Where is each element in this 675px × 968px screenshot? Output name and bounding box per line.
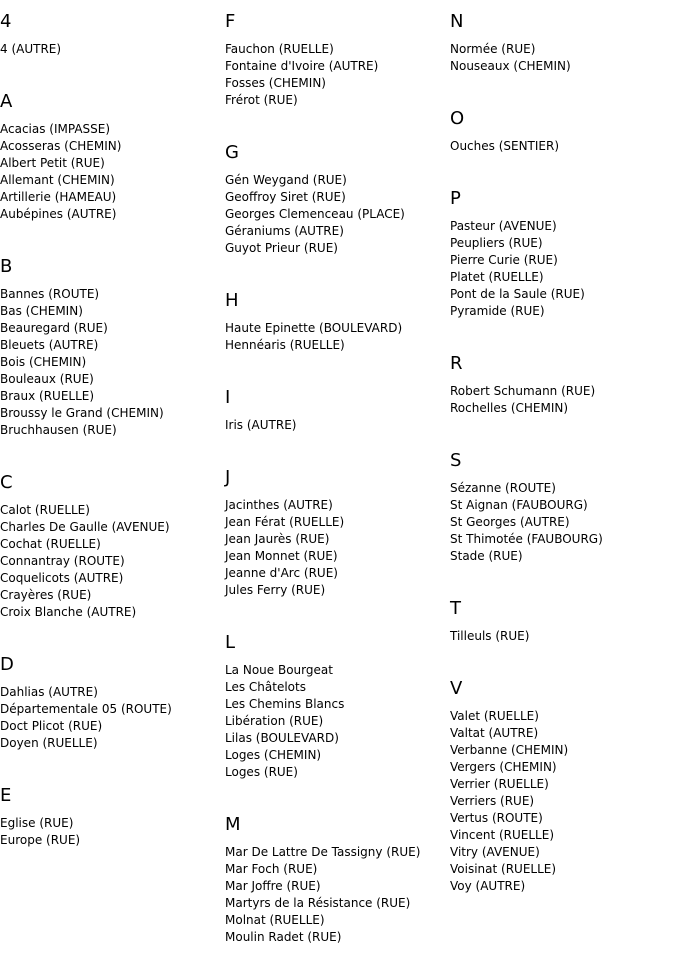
- street-link[interactable]: Rochelles (CHEMIN): [450, 401, 569, 415]
- street-link[interactable]: St Thimotée (FAUBOURG): [450, 532, 603, 546]
- street-link[interactable]: Aubépines (AUTRE): [0, 207, 117, 221]
- street-list: [450, 480, 675, 565]
- letter-heading: N: [450, 11, 464, 32]
- street-link[interactable]: Braux (RUELLE): [0, 389, 95, 403]
- letter-heading: H: [225, 290, 239, 311]
- street-link[interactable]: Pasteur (AVENUE): [450, 219, 557, 233]
- street-link[interactable]: Jean Férat (RUELLE): [225, 515, 345, 529]
- street-link[interactable]: Calot (RUELLE): [0, 503, 90, 517]
- letter-section: [225, 376, 450, 434]
- street-link[interactable]: Valet (RUELLE): [450, 709, 539, 723]
- street-link[interactable]: Vitry (AVENUE): [450, 845, 540, 859]
- street-link[interactable]: Broussy le Grand (CHEMIN): [0, 406, 164, 420]
- street-link[interactable]: Acacias (IMPASSE): [0, 122, 111, 136]
- street-link[interactable]: Pyramide (RUE): [450, 304, 545, 318]
- street-link[interactable]: Vincent (RUELLE): [450, 828, 555, 842]
- street-link[interactable]: Eglise (RUE): [0, 816, 74, 830]
- letter-section: [225, 279, 450, 354]
- street-link[interactable]: Verbanne (CHEMIN): [450, 743, 569, 757]
- street-link[interactable]: Jeanne d'Arc (RUE): [225, 566, 338, 580]
- street-link[interactable]: Voy (AUTRE): [450, 879, 526, 893]
- street-link[interactable]: Loges (RUE): [225, 765, 298, 779]
- street-list: [0, 815, 225, 849]
- street-link[interactable]: Bois (CHEMIN): [0, 355, 87, 369]
- street-link[interactable]: Cochat (RUELLE): [0, 537, 101, 551]
- street-list: [450, 138, 675, 155]
- street-link[interactable]: Albert Petit (RUE): [0, 156, 105, 170]
- letter-heading: B: [0, 256, 13, 277]
- street-link[interactable]: Beauregard (RUE): [0, 321, 108, 335]
- letter-heading: P: [450, 188, 461, 209]
- street-index-column-1: [0, 0, 225, 871]
- street-link[interactable]: Fosses (CHEMIN): [225, 76, 326, 90]
- street-link[interactable]: Bas (CHEMIN): [0, 304, 83, 318]
- street-list: [225, 417, 450, 434]
- street-link[interactable]: Moulin Radet (RUE): [225, 930, 342, 944]
- street-link[interactable]: La Noue Bourgeat: [225, 663, 333, 677]
- street-list: [0, 286, 225, 439]
- street-link[interactable]: Mar Foch (RUE): [225, 862, 318, 876]
- letter-heading: O: [450, 108, 465, 129]
- letter-section: [0, 461, 225, 621]
- street-link[interactable]: Sézanne (ROUTE): [450, 481, 556, 495]
- street-list: [450, 708, 675, 895]
- street-list: [0, 41, 225, 58]
- letter-section: [0, 0, 225, 58]
- street-link[interactable]: Europe (RUE): [0, 833, 81, 847]
- street-link[interactable]: Connantray (ROUTE): [0, 554, 125, 568]
- street-link[interactable]: Frérot (RUE): [225, 93, 298, 107]
- letter-section: [225, 803, 450, 946]
- street-link[interactable]: Pont de la Saule (RUE): [450, 287, 585, 301]
- street-list: [0, 121, 225, 223]
- street-link[interactable]: Allemant (CHEMIN): [0, 173, 115, 187]
- street-link[interactable]: Mar Joffre (RUE): [225, 879, 321, 893]
- letter-heading: D: [0, 654, 14, 675]
- street-link[interactable]: Fontaine d'Ivoire (AUTRE): [225, 59, 379, 73]
- street-link[interactable]: Martyrs de la Résistance (RUE): [225, 896, 411, 910]
- letter-section: [450, 0, 675, 75]
- street-link[interactable]: 4 (AUTRE): [0, 42, 62, 56]
- street-link[interactable]: Tilleuls (RUE): [450, 629, 530, 643]
- street-link[interactable]: Mar De Lattre De Tassigny (RUE): [225, 845, 421, 859]
- letter-section: [225, 456, 450, 599]
- letter-heading: J: [225, 467, 231, 488]
- street-list: [225, 41, 450, 109]
- street-link[interactable]: Vergers (CHEMIN): [450, 760, 557, 774]
- street-index-column-3: [450, 0, 675, 917]
- letter-heading: C: [0, 472, 13, 493]
- street-link[interactable]: Hennéaris (RUELLE): [225, 338, 345, 352]
- letter-heading: I: [225, 387, 231, 408]
- street-list: [450, 383, 675, 417]
- street-link[interactable]: Pierre Curie (RUE): [450, 253, 558, 267]
- street-link[interactable]: Géraniums (AUTRE): [225, 224, 344, 238]
- street-link[interactable]: Molnat (RUELLE): [225, 913, 325, 927]
- street-link[interactable]: St Georges (AUTRE): [450, 515, 570, 529]
- street-link[interactable]: Dahlias (AUTRE): [0, 685, 98, 699]
- letter-section: [0, 80, 225, 223]
- street-link[interactable]: Charles De Gaulle (AVENUE): [0, 520, 170, 534]
- street-list: [225, 844, 450, 946]
- street-link[interactable]: Lilas (BOULEVARD): [225, 731, 339, 745]
- street-link[interactable]: Jules Ferry (RUE): [225, 583, 326, 597]
- street-link[interactable]: Loges (CHEMIN): [225, 748, 322, 762]
- street-link[interactable]: Coquelicots (AUTRE): [0, 571, 124, 585]
- street-link[interactable]: Doyen (RUELLE): [0, 736, 98, 750]
- letter-heading: M: [225, 814, 241, 835]
- street-list: [225, 172, 450, 257]
- letter-heading: L: [225, 632, 236, 653]
- street-link[interactable]: Fauchon (RUELLE): [225, 42, 334, 56]
- street-link[interactable]: Stade (RUE): [450, 549, 523, 563]
- letter-heading: R: [450, 353, 463, 374]
- street-link[interactable]: Jacinthes (AUTRE): [225, 498, 333, 512]
- street-link[interactable]: Acosseras (CHEMIN): [0, 139, 122, 153]
- street-link[interactable]: Libération (RUE): [225, 714, 324, 728]
- letter-section: [450, 177, 675, 320]
- letter-section: [450, 97, 675, 155]
- street-link[interactable]: Bouleaux (RUE): [0, 372, 94, 386]
- letter-heading: A: [0, 91, 13, 112]
- street-list: [225, 320, 450, 354]
- street-link[interactable]: Valtat (AUTRE): [450, 726, 539, 740]
- street-list: [0, 502, 225, 621]
- letter-heading: 4: [0, 11, 12, 32]
- street-link[interactable]: Bleuets (AUTRE): [0, 338, 99, 352]
- street-index-column-2: [225, 0, 450, 968]
- street-link[interactable]: Jean Monnet (RUE): [225, 549, 338, 563]
- street-link[interactable]: Artillerie (HAMEAU): [0, 190, 117, 204]
- letter-section: [225, 621, 450, 781]
- street-link[interactable]: Croix Blanche (AUTRE): [0, 605, 137, 619]
- street-link[interactable]: Crayères (RUE): [0, 588, 92, 602]
- letter-section: [450, 342, 675, 417]
- street-link[interactable]: Voisinat (RUELLE): [450, 862, 557, 876]
- street-link[interactable]: Les Châtelots: [225, 680, 306, 694]
- street-list: [225, 662, 450, 781]
- street-list: [450, 628, 675, 645]
- street-link[interactable]: Départementale 05 (ROUTE): [0, 702, 172, 716]
- street-link[interactable]: Bruchhausen (RUE): [0, 423, 117, 437]
- street-link[interactable]: Verrier (RUELLE): [450, 777, 549, 791]
- street-link[interactable]: Gén Weygand (RUE): [225, 173, 347, 187]
- street-link[interactable]: Normée (RUE): [450, 42, 536, 56]
- letter-heading: F: [225, 11, 236, 32]
- letter-heading: S: [450, 450, 462, 471]
- street-link[interactable]: Peupliers (RUE): [450, 236, 543, 250]
- letter-section: [0, 774, 225, 849]
- street-link[interactable]: Guyot Prieur (RUE): [225, 241, 338, 255]
- letter-section: [225, 0, 450, 109]
- letter-heading: T: [450, 598, 461, 619]
- street-link[interactable]: Doct Plicot (RUE): [0, 719, 103, 733]
- street-link[interactable]: Nouseaux (CHEMIN): [450, 59, 571, 73]
- street-list: [0, 684, 225, 752]
- street-link[interactable]: Georges Clemenceau (PLACE): [225, 207, 405, 221]
- letter-section: [0, 643, 225, 752]
- letter-heading: V: [450, 678, 463, 699]
- street-link[interactable]: Bannes (ROUTE): [0, 287, 100, 301]
- letter-section: [450, 439, 675, 565]
- street-list: [450, 41, 675, 75]
- street-link[interactable]: Haute Epinette (BOULEVARD): [225, 321, 403, 335]
- street-list: [225, 497, 450, 599]
- street-link[interactable]: St Aignan (FAUBOURG): [450, 498, 588, 512]
- street-link[interactable]: Vertus (ROUTE): [450, 811, 543, 825]
- street-link[interactable]: Verriers (RUE): [450, 794, 535, 808]
- street-link[interactable]: Iris (AUTRE): [225, 418, 297, 432]
- letter-heading: E: [0, 785, 12, 806]
- letter-heading: G: [225, 142, 239, 163]
- street-link[interactable]: Les Chemins Blancs: [225, 697, 345, 711]
- letter-section: [450, 587, 675, 645]
- street-list: [450, 218, 675, 320]
- letter-section: [0, 245, 225, 439]
- letter-section: [225, 131, 450, 257]
- street-link[interactable]: Geoffroy Siret (RUE): [225, 190, 346, 204]
- street-link[interactable]: Platet (RUELLE): [450, 270, 544, 284]
- street-link[interactable]: Robert Schumann (RUE): [450, 384, 596, 398]
- street-link[interactable]: Jean Jaurès (RUE): [225, 532, 330, 546]
- letter-section: [450, 667, 675, 895]
- street-link[interactable]: Ouches (SENTIER): [450, 139, 560, 153]
